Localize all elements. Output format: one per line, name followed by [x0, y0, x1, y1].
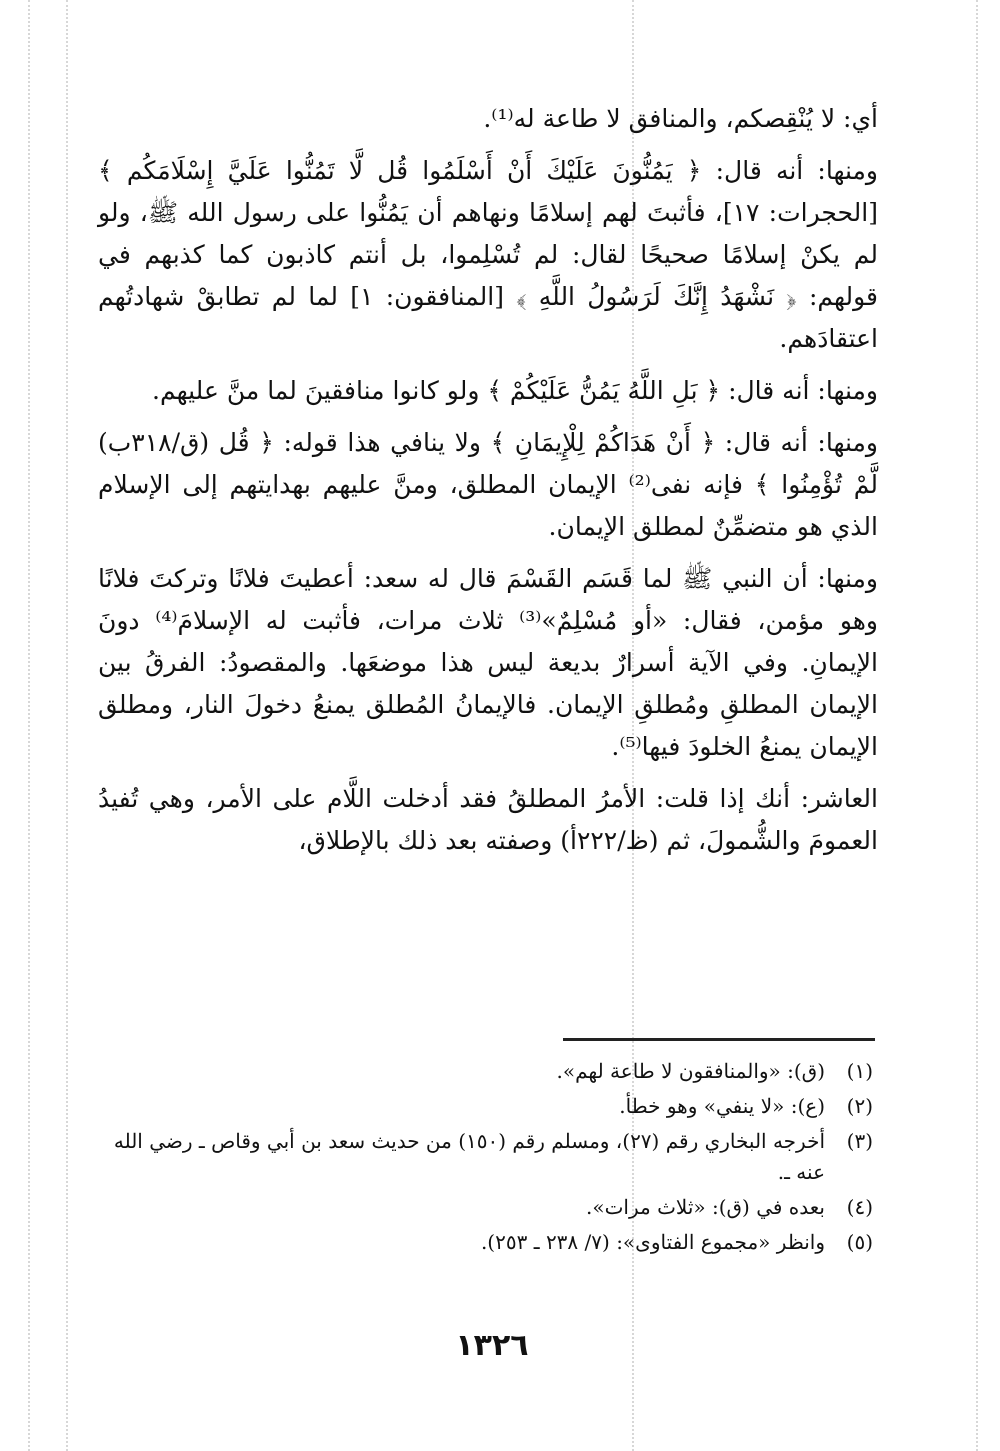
footnote-text: بعده في (ق): «ثلاث مرات».	[585, 1195, 825, 1219]
footnote-text: وانظر «مجموع الفتاوى»: (٧/ ٢٣٨ ـ ٢٥٣).	[480, 1230, 825, 1254]
footnote-number: (٣)	[846, 1129, 873, 1153]
footnote-item-4	[88, 1192, 873, 1223]
dotted-scan-line	[66, 0, 68, 1451]
paragraph-1: أي: لا يُنْقِصكم، والمنافق لا طاعة له⁽¹⁾.	[483, 104, 878, 133]
footnote-number: (١)	[846, 1059, 873, 1083]
dotted-scan-line	[976, 0, 978, 1451]
paragraph-4: ومنها: أنه قال: ﴿ أَنْ هَدَاكُمْ لِلْإِيمَانِ ﴾ ولا ينافي هذا قوله: ﴿ قُل (ق/٣١٨ب) لَّمْ تُؤْمِنُوا ﴾ فإنه نفى⁽²⁾ الإيمان المطلق، ومنَّ عليهم بهدايتهم إلى الإسلام الذي هو متضمِّنٌ لمطلق الإيمان.	[98, 428, 878, 541]
footnote-number: (٥)	[846, 1230, 873, 1254]
footnote-item-2	[88, 1091, 873, 1122]
footnote-item-5	[88, 1227, 873, 1258]
footnote-text: أخرجه البخاري رقم (٢٧)، ومسلم رقم (١٥٠) من حديث سعد بن أبي وقاص ـ رضي الله عنه ـ.	[113, 1129, 825, 1184]
paragraph-6: العاشر: أنك إذا قلت: الأمرُ المطلقُ فقد أدخلت اللَّام على الأمر، وهي تُفيدُ العمومَ والشُّمولَ، ثم (ظ/٢٢٢أ) وصفته بعد ذلك بالإطلاق،	[98, 784, 878, 855]
footnote-text: (ق): «والمنافقون لا طاعة لهم».	[556, 1059, 825, 1083]
footnotes	[88, 1056, 873, 1262]
page-number: ١٣٢٦	[455, 1328, 529, 1363]
paragraph-3: ومنها: أنه قال: ﴿ بَلِ اللَّهُ يَمُنُّ عَلَيْكُمْ ﴾ ولو كانوا منافقينَ لما منَّ عليهم.	[152, 376, 878, 405]
footnote-separator	[563, 1038, 875, 1041]
footnote-item-3	[88, 1126, 873, 1188]
main-text-block	[98, 98, 878, 872]
footnote-number: (٤)	[846, 1195, 873, 1219]
footnote-item-1	[88, 1056, 873, 1087]
dotted-scan-line	[28, 0, 30, 1451]
footnote-number: (٢)	[846, 1094, 873, 1118]
paragraph-5: ومنها: أن النبي ﷺ لما قَسَم القَسْمَ قال له سعد: أعطيتَ فلانًا وتركتَ فلانًا وهو مؤمن، فقال: «أو مُسْلِمٌ»⁽³⁾ ثلاث مرات، فأثبت له الإسلامَ⁽⁴⁾ دونَ الإيمانِ. وفي الآية أسرارٌ بديعة ليس هذا موضعَها. والمقصودُ: الفرقُ بين الإيمان المطلقِ ومُطلقِ الإيمان. فالإيمانُ المُطلق يمنعُ دخولَ النار، ومطلق الإيمان يمنعُ الخلودَ فيها⁽⁵⁾.	[98, 564, 878, 761]
paragraph-2: ومنها: أنه قال: ﴿ يَمُنُّونَ عَلَيْكَ أَنْ أَسْلَمُوا قُل لَّا تَمُنُّوا عَلَيَّ إِسْلَامَكُم ﴾ [الحجرات: ١٧]، فأثبتَ لهم إسلامًا ونهاهم أن يَمُنُّوا على رسول الله ﷺ، ولو لم يكنْ إسلامًا صحيحًا لقال: لم تُسْلِموا، بل أنتم كاذبون كما كذبهم في قولهم: ﴿ نَشْهَدُ إِنَّكَ لَرَسُولُ اللَّهِ ﴾ [المنافقون: ١] لما لم تطابقْ شهادتُهم اعتقادَهم.	[98, 156, 879, 353]
footnote-text: (ع): «لا ينفي» وهو خطأ.	[619, 1094, 825, 1118]
